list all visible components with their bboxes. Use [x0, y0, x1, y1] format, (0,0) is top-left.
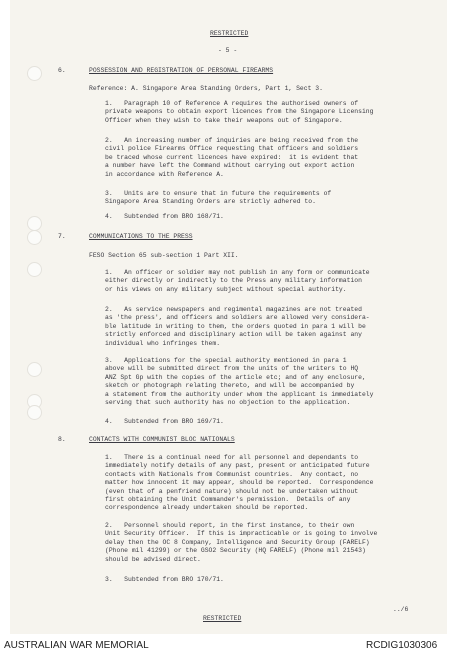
- section-heading: COMMUNICATIONS TO THE PRESS: [89, 233, 193, 240]
- section-number: 7.: [58, 233, 66, 240]
- paragraph: 3. Units are to ensure that in future the requirements of Singapore Area Standing Orders are strictly adhered to.: [105, 190, 332, 206]
- paragraph: 1. An officer or soldier may not publish in any form or communicate either directly or indirectly to the Press any military information or his views on any military subject without special authority.: [105, 269, 370, 293]
- paragraph: 3. Applications for the special authority mentioned in para 1 above will be submitted direct from the units of the writers to HQ ANZ Spt Gp with the copies of the article etc; and of any enclosure, sketch or photograph relating thereto, and will be accompanied by a statement from the authority under whom the applicant is immediately serving that such authority has no objection to the application.: [105, 357, 374, 407]
- section-reference: Reference: A. Singapore Area Standing Orders, Part 1, Sect 3.: [89, 85, 323, 92]
- punch-hole: [27, 362, 42, 377]
- archive-name: AUSTRALIAN WAR MEMORIAL: [4, 640, 149, 651]
- punch-hole: [27, 262, 42, 277]
- section-heading: POSSESSION AND REGISTRATION OF PERSONAL FIREARMS: [89, 67, 274, 74]
- paragraph: 4. Subtended from BRO 169/71.: [105, 418, 224, 425]
- paragraph: 4. Subtended from BRO 168/71.: [105, 213, 224, 220]
- section-number: 6.: [58, 67, 66, 74]
- paragraph: 2. Personnel should report, in the first instance, to their own Unit Security Officer. If this is impracticable or is going to involve delay then the OC 8 Company, Intelligence and Security Group (FARELF) (Phone mil 41299) or the GSO2 Security (HQ FARELF) (Phone mil 21543) should be advised direct.: [105, 522, 378, 563]
- archive-reference: RCDIG1030306: [366, 640, 438, 651]
- section-number: 8.: [58, 436, 66, 443]
- paragraph: 3. Subtended from BRO 170/71.: [105, 576, 224, 583]
- page-number: - 5 -: [218, 47, 238, 54]
- continuation-marker: ../6: [393, 606, 409, 613]
- punch-hole: [27, 405, 42, 420]
- punch-hole: [27, 216, 42, 231]
- punch-hole: [27, 230, 42, 245]
- section-heading: CONTACTS WITH COMMUNIST BLOC NATIONALS: [89, 436, 235, 443]
- section-reference: FESO Section 65 sub-section 1 Part XII.: [89, 252, 239, 259]
- punch-hole: [27, 66, 42, 81]
- paragraph: 1. There is a continual need for all personnel and dependants to immediately notify details of any past, present or anticipated future contacts with Nationals from Communist countries. Any contact, no matter how innocent it may appear, should be reported. Correspondence (even that of a penfriend nature) should not be undertaken without first obtaining the Unit Commander's permission. Details of any correspondence already undertaken should be reported.: [105, 454, 374, 512]
- paragraph: 2. An increasing number of inquiries are being received from the civil police Firearms Office requesting that officers and soldiers be traced whose current licences have expired: it is evident that a number have left the Command without carrying out export action in accordance with Reference A.: [105, 137, 359, 178]
- classification-bottom: RESTRICTED: [203, 615, 242, 622]
- classification-top: RESTRICTED: [210, 30, 249, 37]
- paragraph: 2. As service newspapers and regimental magazines are not treated as 'the press', and officers and soldiers are allowed very considera- ble latitude in writing to them, the orders quoted in para 1 will be strictly enforced and disciplinary action will be taken against any individual who infringes them.: [105, 306, 370, 347]
- paragraph: 1. Paragraph 10 of Reference A requires the authorised owners of private weapons to obtain export licences from the Singapore Licensing Officer when they wish to take their weapons out of Singapore.: [105, 100, 374, 124]
